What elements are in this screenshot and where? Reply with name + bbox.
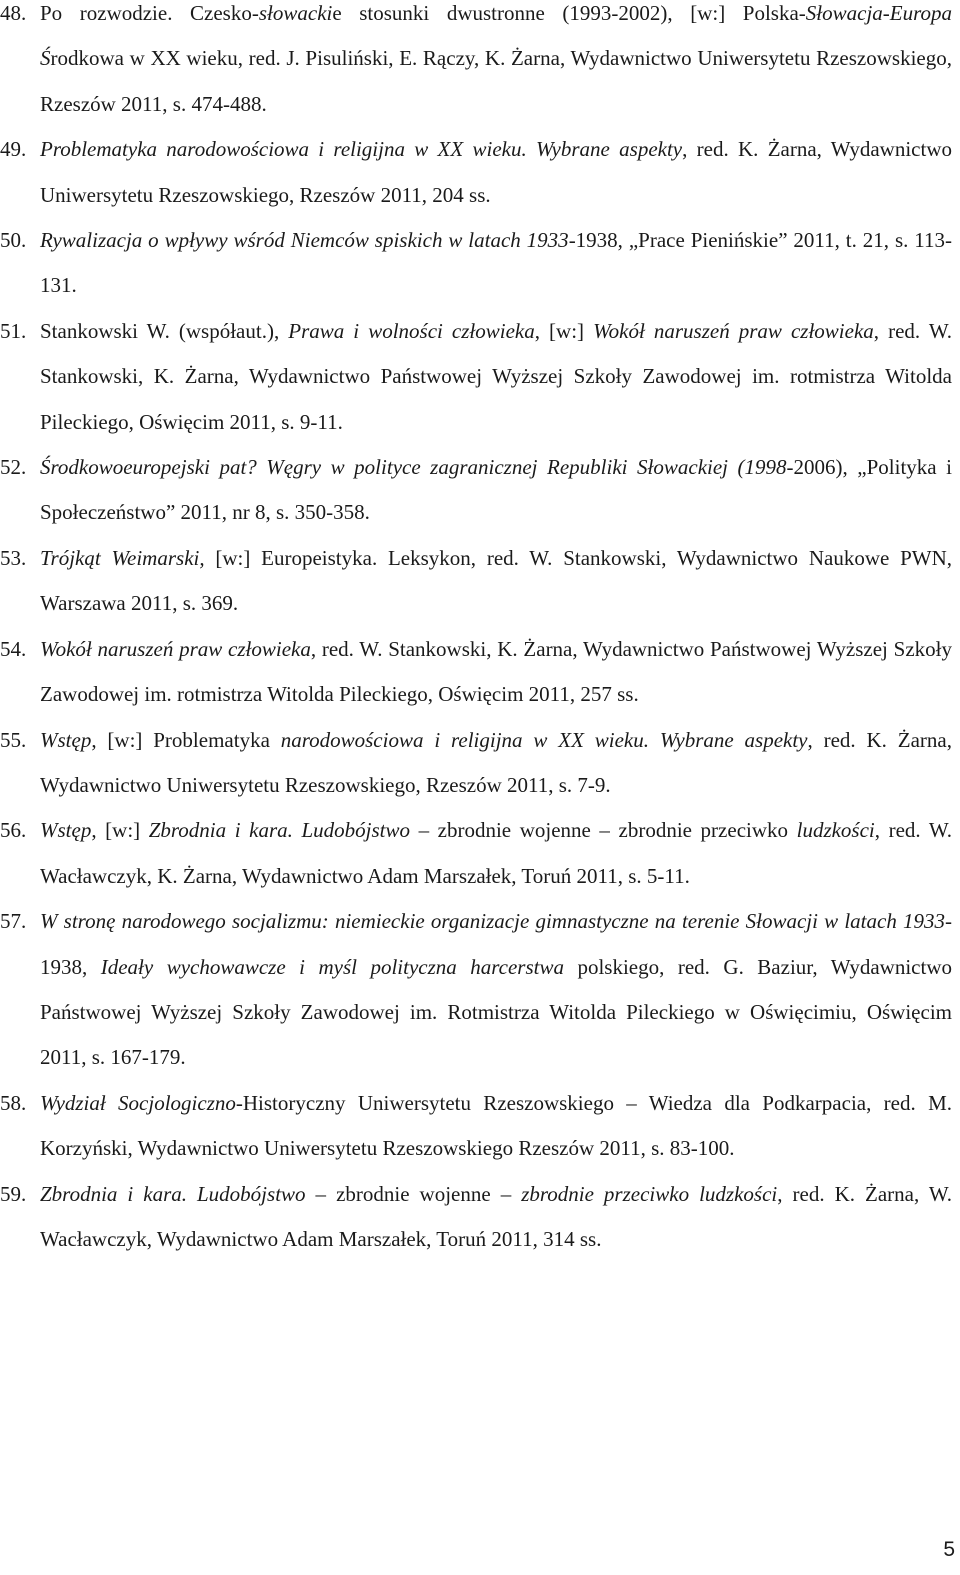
entry-text-segment: 2006), „Polityka i Społeczeństwo” 2011, nr 8, s. 350-358. <box>40 455 952 525</box>
entry-text-segment: , red. K. Żarna, Wydawnictwo Uniwersytetu Rzeszowskiego, Rzeszów 2011, s. 7-9. <box>40 727 952 797</box>
entry-number: 53. <box>0 545 27 570</box>
entry-text-segment: – zbrodnie wojenne – <box>305 1181 522 1206</box>
bibliography-entry <box>0 627 960 718</box>
entry-number: 56. <box>0 818 27 843</box>
entry-title-italic: Ideały wychowawcze i myśl polityczna harcerstwa <box>100 954 564 979</box>
bibliography-entry <box>0 536 960 627</box>
entry-text-segment: -Historyczny Uniwersytetu Rzeszowskiego – Wiedza dla Podkarpacia, red. M. Korzyński, Wydawnictwo Uniwersytetu Rzeszowskiego Rzeszów 2011, s. 83-100. <box>40 1090 952 1161</box>
entry-text-segment: [w:] Europeistyka. Leksykon, red. W. Stankowski, Wydawnictwo Naukowe PWN, Warszawa 2011, s. 369. <box>40 545 953 616</box>
page-number: 5 <box>943 1538 955 1561</box>
entry-text-segment: -1938, „Prace Pienińskie” 2011, t. 21, s. 113-131. <box>40 228 952 298</box>
entry-text <box>40 218 952 309</box>
entry-title-italic: zbrodnie przeciwko ludzkości <box>521 1181 778 1206</box>
entry-text-segment: e stosunki dwustronne (1993-2002), [w:] Polska- <box>332 1 806 25</box>
entry-text-segment: Stankowski W. (współaut.), <box>40 318 289 343</box>
bibliography-entry <box>0 218 960 309</box>
entry-title-italic: Trójkąt Weimarski, <box>40 545 205 570</box>
entry-text <box>40 718 952 809</box>
entry-title-italic: słowacki <box>258 1 333 25</box>
entry-text-segment: , [w:] <box>91 818 149 843</box>
entry-text <box>40 1172 952 1263</box>
entry-title-italic: Zbrodnia i kara. Ludobójstwo <box>148 818 410 843</box>
bibliography-entry <box>0 808 960 899</box>
entry-title-italic: narodowościowa i religijna w XX wieku. Wybrane aspekty <box>280 727 808 752</box>
entry-text <box>40 627 952 718</box>
entry-title-italic: Zbrodnia i kara. Ludobójstwo <box>40 1181 306 1206</box>
bibliography-entry <box>0 718 960 809</box>
entry-text-segment: , red. W. Stankowski, K. Żarna, Wydawnictwo Państwowej Wyższej Szkoły Zawodowej im. rotmistrza Witolda Pileckiego, Oświęcim 2011, 257 ss. <box>40 636 952 707</box>
entry-title-italic: ludzkości <box>796 818 875 843</box>
entry-text-segment: , red. W. Wacławczyk, K. Żarna, Wydawnictwo Adam Marszałek, Toruń 2011, s. 5-11. <box>40 818 953 888</box>
entry-text <box>40 536 952 627</box>
entry-title-italic: Wstęp <box>40 727 92 752</box>
entry-title-italic: Wokół naruszeń praw człowieka <box>593 318 874 343</box>
entry-number: 48. <box>0 1 27 25</box>
entry-title-italic: Wydział Socjologiczno <box>40 1090 236 1115</box>
entry-number: 57. <box>0 909 27 934</box>
entry-text <box>40 127 952 218</box>
bibliography-entry <box>0 0 960 127</box>
entry-text <box>40 0 952 127</box>
entry-title-italic: Wstęp <box>40 818 92 843</box>
entry-number: 50. <box>0 228 27 253</box>
entry-title-italic: Problematyka narodowościowa i religijna w XX wieku. Wybrane aspekty <box>40 137 683 162</box>
bibliography-entry <box>0 1172 960 1263</box>
entry-number: 59. <box>0 1181 27 1206</box>
bibliography-entry <box>0 127 960 218</box>
entry-text-segment: Po rozwodzie. Czesko- <box>40 1 259 25</box>
bibliography-entry <box>0 899 960 1081</box>
entry-title-italic: Słowacja-Europa Ś <box>40 1 952 71</box>
entry-text <box>40 1081 952 1172</box>
entry-number: 54. <box>0 636 27 661</box>
entry-number: 58. <box>0 1090 27 1115</box>
entry-text <box>40 445 952 536</box>
entry-text-segment: , [w:] <box>534 318 594 343</box>
entry-title-italic: Środkowoeuropejski pat? Węgry w polityce zagranicznej Republiki Słowackiej (1998- <box>40 455 794 480</box>
entry-number: 55. <box>0 727 27 752</box>
entry-text-segment: – zbrodnie wojenne – zbrodnie przeciwko <box>410 818 797 843</box>
entry-number: 51. <box>0 318 27 343</box>
bibliography-entry <box>0 309 960 445</box>
entry-title-italic: Prawa i wolności człowieka <box>288 318 535 343</box>
entry-text-segment: , red. K. Żarna, W. Wacławczyk, Wydawnictwo Adam Marszałek, Toruń 2011, 314 ss. <box>40 1181 952 1251</box>
bibliography-entry <box>0 1081 960 1172</box>
entry-number: 49. <box>0 137 27 162</box>
entry-text <box>40 808 952 899</box>
entry-text-segment: rodkowa w XX wieku, red. J. Pisuliński, E. Rączy, K. Żarna, Wydawnictwo Uniwersytetu Rzeszowskiego, Rzeszów 2011, s. 474-488. <box>40 46 952 116</box>
entry-text-segment: , red. W. Stankowski, K. Żarna, Wydawnictwo Państwowej Wyższej Szkoły Zawodowej im. rotmistrza Witolda Pileckiego, Oświęcim 2011, s. 9-11. <box>40 318 952 434</box>
entry-title-italic: Rywalizacja o wpływy wśród Niemców spiskich w latach 1933 <box>40 228 569 253</box>
entry-text-segment: , red. K. Żarna, Wydawnictwo Uniwersytetu Rzeszowskiego, Rzeszów 2011, 204 ss. <box>40 137 953 207</box>
entry-text <box>40 899 952 1081</box>
entry-number: 52. <box>0 455 27 480</box>
entry-text-segment: -1938, <box>40 909 952 979</box>
entry-title-italic: Wokół naruszeń praw człowieka <box>40 636 311 661</box>
entry-title-italic: W stronę narodowego socjalizmu: niemieckie organizacje gimnastyczne na terenie Słowacji w latach 1933 <box>40 909 945 934</box>
entry-text-segment: polskiego, red. G. Baziur, Wydawnictwo Państwowej Wyższej Szkoły Zawodowej im. Rotmistrza Witolda Pileckiego w Oświęcimiu, Oświęcim 2011, s. 167-179. <box>40 954 952 1070</box>
bibliography-entry <box>0 445 960 536</box>
entry-text-segment: , [w:] Problematyka <box>91 727 281 752</box>
entry-text <box>40 309 952 445</box>
